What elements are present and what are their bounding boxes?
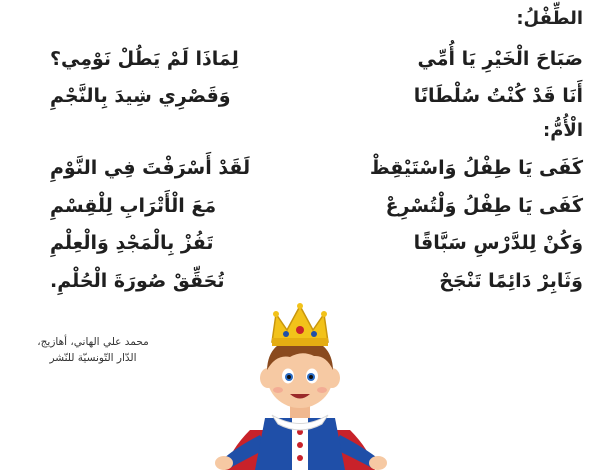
cartoon-prince-icon — [190, 300, 410, 470]
verse-5-second-hemistich: تَفُزْ بِالْمَجْدِ وَالْعِلْمِ — [50, 232, 214, 254]
prince-illustration — [190, 300, 410, 470]
verse-1-second-hemistich: لِمَاذَا لَمْ يَطُلْ نَوْمِي؟ — [50, 48, 239, 70]
speaker-mother-label: الْأُمُّ: — [543, 120, 583, 141]
verse-6-first-hemistich: وَثَابِرْ دَائِمًا تَنْجَحْ — [439, 270, 583, 292]
verse-4-first-hemistich: كَفَى يَا طِفْلُ وَلْتُسْرِعْ — [385, 195, 583, 217]
verse-2-first-hemistich: أَنَا قَدْ كُنْتُ سُلْطَانًا — [413, 85, 583, 107]
verse-3-second-hemistich: لَقَدْ أَسْرَفْتَ فِي النَّوْمِ — [50, 157, 251, 179]
attribution-author: محمد علي الهاني، أهازيج، — [37, 336, 149, 348]
attribution-publisher: الدّار التّونسيّة للنّشر — [49, 352, 137, 364]
verse-3-first-hemistich: كَفَى يَا طِفْلُ وَاسْتَيْقِظْ — [369, 157, 583, 179]
verse-6-second-hemistich: تُحَقِّقْ صُورَةَ الْحُلْمِ. — [50, 270, 225, 292]
verse-4-second-hemistich: مَعَ الْأَتْرَابِ لِلْقِسْمِ — [50, 195, 217, 217]
verse-1-first-hemistich: صَبَاحَ الْخَيْرِ يَا أُمِّي — [417, 48, 583, 70]
verse-5-first-hemistich: وَكُنْ لِلدَّرْسِ سَبَّاقًا — [413, 232, 583, 254]
speaker-child-label: الطِّفْلُ: — [516, 8, 583, 29]
verse-2-second-hemistich: وَقَصْرِي شِيدَ بِالنَّجْمِ — [50, 85, 231, 107]
